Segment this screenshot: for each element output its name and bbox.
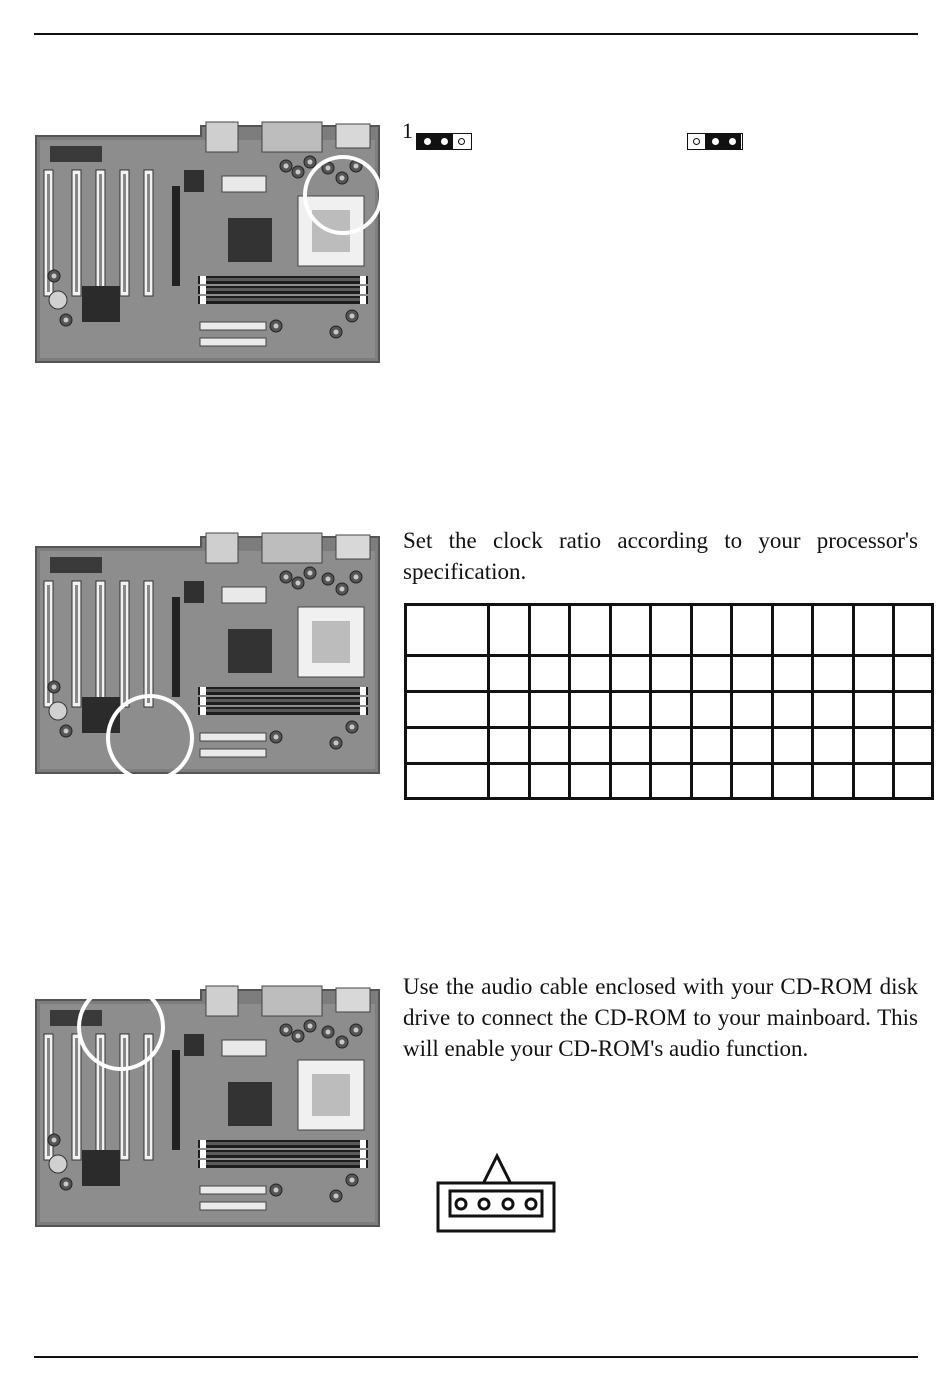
- ratio-table-cell: [854, 728, 894, 764]
- ratio-table-cell: [406, 605, 489, 656]
- ratio-table-cell: [570, 656, 611, 692]
- motherboard-photo-icon: [36, 537, 379, 773]
- ratio-table-cell: [570, 692, 611, 728]
- ratio-table-cell: [732, 605, 773, 656]
- ratio-table-cell: [732, 728, 773, 764]
- ratio-table-cell: [692, 656, 732, 692]
- ratio-table-row: [406, 656, 933, 692]
- motherboard-image-cdrom-audio: [36, 990, 379, 1226]
- jumper-1-2-closed-icon: [416, 133, 472, 150]
- ratio-table-cell: [813, 764, 854, 799]
- ratio-table-cell: [894, 656, 933, 692]
- motherboard-image-clock-ratio: [36, 537, 379, 773]
- ratio-table-cell: [570, 728, 611, 764]
- clock-ratio-table: [404, 603, 934, 800]
- ratio-table-cell: [773, 605, 813, 656]
- ratio-table-cell: [813, 692, 854, 728]
- jumper-2-3-closed-icon: [687, 133, 743, 150]
- ratio-table-cell: [611, 764, 651, 799]
- ratio-table-cell: [692, 605, 732, 656]
- ratio-table-cell: [732, 692, 773, 728]
- ratio-table-cell: [611, 728, 651, 764]
- clock-ratio-paragraph: Set the clock ratio according to your processor's specification.: [403, 528, 918, 584]
- ratio-table-cell: [651, 764, 692, 799]
- ratio-table-cell: [813, 728, 854, 764]
- motherboard-photo-icon: [36, 990, 379, 1226]
- ratio-table-cell: [611, 605, 651, 656]
- ratio-table-cell: [406, 728, 489, 764]
- ratio-table-cell: [406, 764, 489, 799]
- motherboard-photo-icon: [36, 126, 379, 362]
- ratio-table-cell: [406, 692, 489, 728]
- ratio-table-cell: [692, 764, 732, 799]
- header-rule: [34, 33, 918, 35]
- ratio-table-cell: [570, 764, 611, 799]
- ratio-table-cell: [773, 692, 813, 728]
- ratio-table-cell: [651, 692, 692, 728]
- ratio-table-cell: [530, 728, 570, 764]
- ratio-table-cell: [651, 605, 692, 656]
- ratio-table-cell: [732, 764, 773, 799]
- ratio-table-cell: [570, 605, 611, 656]
- ratio-table-cell: [530, 692, 570, 728]
- cdrom-audio-paragraph: Use the audio cable enclosed with your CD-ROM disk drive to connect the CD-ROM to your mainboard. This will enable your CD-ROM's audio function.: [403, 974, 918, 1061]
- ratio-table-cell: [489, 605, 530, 656]
- ratio-table-cell: [854, 764, 894, 799]
- ratio-table-cell: [773, 728, 813, 764]
- footer-rule: [34, 1356, 918, 1358]
- ratio-table-cell: [611, 656, 651, 692]
- ratio-table-cell: [489, 692, 530, 728]
- ratio-table-cell: [489, 656, 530, 692]
- ratio-table-cell: [813, 656, 854, 692]
- ratio-table-cell: [854, 656, 894, 692]
- ratio-table-header-row: [406, 605, 933, 656]
- ratio-table-cell: [530, 605, 570, 656]
- ratio-table-cell: [530, 764, 570, 799]
- ratio-table-cell: [692, 728, 732, 764]
- ratio-table-cell: [692, 692, 732, 728]
- ratio-table-cell: [894, 692, 933, 728]
- ratio-table-cell: [406, 656, 489, 692]
- motherboard-image-cpu-jumper: [36, 126, 379, 362]
- ratio-table-row: [406, 692, 933, 728]
- ratio-table-cell: [530, 656, 570, 692]
- ratio-table-cell: [813, 605, 854, 656]
- ratio-table-row: [406, 764, 933, 799]
- ratio-table-cell: [611, 692, 651, 728]
- ratio-table-cell: [651, 656, 692, 692]
- ratio-table-cell: [894, 605, 933, 656]
- ratio-table-cell: [773, 656, 813, 692]
- ratio-table-cell: [854, 692, 894, 728]
- ratio-table-cell: [894, 728, 933, 764]
- pin-one-label: 1: [402, 118, 413, 143]
- four-pin-audio-connector-icon: [430, 1150, 562, 1240]
- ratio-table-cell: [732, 656, 773, 692]
- ratio-table-cell: [489, 728, 530, 764]
- ratio-table-cell: [854, 605, 894, 656]
- ratio-table-cell: [651, 728, 692, 764]
- ratio-table-cell: [894, 764, 933, 799]
- ratio-table-cell: [489, 764, 530, 799]
- ratio-table-cell: [773, 764, 813, 799]
- ratio-table-row: [406, 728, 933, 764]
